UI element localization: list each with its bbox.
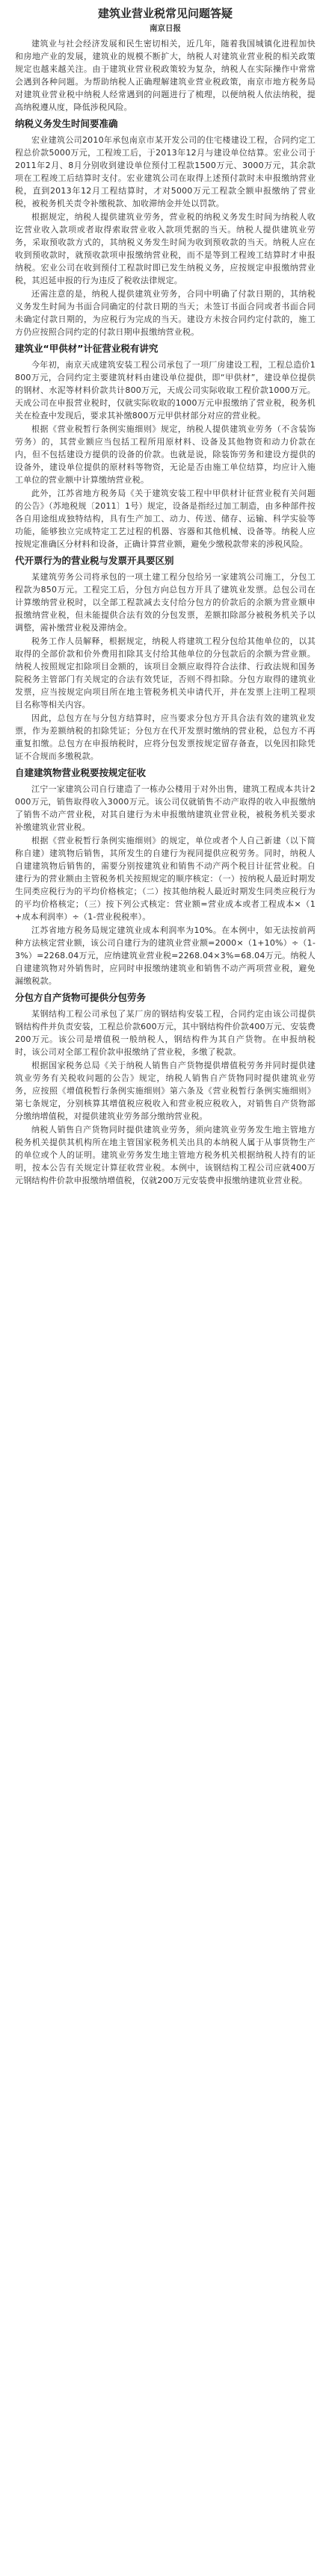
body-paragraph: 江宁一家建筑公司自行建造了一栋办公楼用于对外出售，建筑工程成本共计2000万元，销售取得收入3000万元。该公司仅就销售不动产取得的收入申报缴纳了销售不动产营业税，对其自建行为未申报缴纳建筑业营业税，被税务机关要求补缴建筑业营业税。 (15, 784, 316, 832)
body-paragraph: 税务工作人员解释，根据规定，纳税人将建筑工程分包给其他单位的，以其取得的全部价款和价外费用扣除其支付给其他单位的分包款后的余额为营业额。纳税人按照规定扣除项目金额的，该项目金额应取得符合法律、行政法规和国务院税务主管部门有关规定的合法有效凭证，否则不得扣除。分包方取得的建筑业发票，应当按规定向项目所在地主管税务机关申请代开，并在发票上注明工程项目名称等相关内容。 (15, 636, 316, 710)
body-paragraph: 宏业建筑公司2010年承包南京市某开发公司的住宅楼建设工程，合同约定工程总价款5000万元，工程竣工后，于2013年12月与建设单位结算。宏业公司于2011年2月、8月分别收到建设单位预付工程款1500万元、3000万元，其余款项在工程竣工后结算时支付。宏业建筑公司在取得上述预付款时未申报缴纳营业税，直到2013年12月工程结算时，才对5000万元工程款全额申报缴纳了营业税，被税务机关责令补缴税款、加收滞纳金并处以罚款。 (15, 135, 316, 208)
section-heading: 代开票行为的营业税与发票开具要区别 (15, 555, 174, 566)
section-heading: 分包方自产货物可提供分包劳务 (15, 992, 147, 1003)
section-heading: 纳税义务发生时间要准确 (15, 118, 118, 129)
body-paragraph: 根据《营业税暂行条例实施细则》规定，纳税人提供建筑业劳务（不含装饰劳务）的，其营业额应当包括工程所用原材料、设备及其他物资和动力价款在内，但不包括建设方提供的设备的价款。也就是说，除装饰劳务和建设方提供的设备外，建设单位提供的原材料等物资，无论是否由施工单位结算，均应计入施工单位的营业额中计算缴纳营业税。 (15, 424, 316, 485)
body-paragraph: 此外，江苏省地方税务局《关于建筑安装工程中甲供材计征营业税有关问题的公告》（苏地税规〔2011〕1号）规定，设备是指经过加工制造，由多种部件按各自用途组成独特结构，具有生产加工、动力、传送、储存、运输、科学实验等功能，能够独立完成特定工艺过程的机器、容器和其他机械、设备等。纳税人应按规定准确区分材料和设备，正确计算营业额，避免少缴税款带来的涉税风险。 (15, 488, 316, 549)
body-paragraph: 今年初，南京天成建筑安装工程公司承包了一项厂房建设工程，工程总造价1800万元，合同约定主要建筑材料由建设单位提供，即“甲供材”，建设单位提供的钢材、水泥等材料价款共计800万元，天成公司实际收取工程价款1000万元。天成公司在申报营业税时，仅就实际收取的1000万元申报缴纳了营业税，税务机关在检查中发现后，要求其补缴800万元甲供材部分对应的营业税。 (15, 360, 316, 420)
body-paragraph: 江苏省地方税务局规定建筑业成本利润率为10%。在本例中，如无法按前两种方法核定营业额，该公司自建行为的建筑业营业额=2000×（1+10%）÷（1-3%）=2268.04万元，应纳建筑业营业税=2268.04×3%=68.04万元。纳税人自建建筑物对外销售时，应同时申报缴纳建筑业和销售不动产两项营业税，避免漏缴税款。 (15, 925, 316, 986)
body-paragraph: 某钢结构工程公司承包了某厂房的钢结构安装工程，合同约定由该公司提供钢结构件并负责安装，工程总价款600万元，其中钢结构件价款400万元、安装费200万元。该公司是增值税一般纳税人，钢结构件为其自产货物。在申报纳税时，该公司对全部工程价款申报缴纳了营业税，多缴了税款。 (15, 1009, 316, 1057)
body-paragraph: 根据国家税务总局《关于纳税人销售自产货物提供增值税劳务并同时提供建筑业劳务有关税收问题的公告》规定，纳税人销售自产货物同时提供建筑业劳务，应按照《增值税暂行条例实施细则》第六条及《营业税暂行条例实施细则》第七条规定，分别核算其增值税应税收入和营业税应税收入，对销售自产货物部分缴纳增值税，对提供建筑业劳务部分缴纳营业税。 (15, 1061, 316, 1121)
body-paragraph: 因此，总包方在与分包方结算时，应当要求分包方开具合法有效的建筑业发票，作为差额纳税的扣除凭证；分包方在代开发票时缴纳的营业税，总包方不再重复扣缴。总包方在申报纳税时，应将分包发票按规定留存备查，以免因扣除凭证不合规而多缴税款。 (15, 713, 316, 761)
body-paragraph: 根据规定，纳税人提供建筑业劳务，营业税的纳税义务发生时间为纳税人收讫营业收入款项或者取得索取营业收入款项凭据的当天。纳税人提供建筑业劳务，采取预收款方式的，其纳税义务发生时间为收到预收款的当天。纳税人应在收到预收款时，就预收款项申报缴纳营业税，而不是等到工程竣工结算时才申报纳税。宏业公司在收到预付工程款时即已发生纳税义务，应按规定申报缴纳营业税，其迟延申报的行为违反了税收法律规定。 (15, 212, 316, 285)
article-body (15, 37, 316, 1187)
body-paragraph: 根据《营业税暂行条例实施细则》的规定，单位或者个人自己新建（以下简称自建）建筑物后销售，其所发生的自建行为视同提供应税劳务。同时，纳税人自建建筑物后销售的，需要分别按建筑业和销售不动产两个税目计征营业税。自建行为的营业额由主管税务机关按照规定的顺序核定：（一）按纳税人最近时期发生同类应税行为的平均价格核定；（二）按其他纳税人最近时期发生同类应税行为的平均价格核定；（三）按下列公式核定：营业额=营业成本或者工程成本×（1+成本利润率）÷（1-营业税税率）。 (15, 836, 316, 922)
body-paragraph: 纳税人销售自产货物同时提供建筑业劳务，须向建筑业劳务发生地主管地方税务机关提供其机构所在地主管国家税务机关出具的本纳税人属于从事货物生产的单位或个人的证明。建筑业劳务发生地主管地方税务机关根据纳税人持有的证明，按本公告有关规定计算征收营业税。本例中，该钢结构工程公司应就400万元钢结构件价款申报缴纳增值税，仅就200万元安装费申报缴纳建筑业营业税。 (15, 1125, 316, 1185)
body-paragraph: 建筑业与社会经济发展和民生密切相关，近几年，随着我国城镇化进程加快和房地产业的发展，建筑业的规模不断扩大，纳税人对建筑业营业税的相关政策规定也越来越关注。由于建筑业营业税政策较为复杂，纳税人在实际操作中常常会遇到各种问题。为帮助纳税人正确理解建筑业营业税政策，南京市地方税务局对建筑业营业税中纳税人经常遇到的问题进行了梳理，以便纳税人依法纳税，提高纳税遵从度，降低涉税风险。 (15, 39, 316, 112)
body-paragraph: 某建筑劳务公司将承包的一项土建工程分包给另一家建筑公司施工，分包工程款为850万元。工程完工后，分包方向总包方开具了建筑业发票。总包公司在计算缴纳营业税时，以全部工程款减去支付给分包方的价款后的余额为营业额申报缴纳营业税，但未能提供合法有效的分包发票，差额扣除部分被税务机关予以调整，需补缴营业税及滞纳金。 (15, 572, 316, 633)
article-title: 建筑业营业税常见问题答疑 (97, 7, 233, 20)
article-source: 南京日报 (150, 24, 181, 33)
section-heading: 建筑业“甲供材”计征营业税有讲究 (15, 343, 159, 354)
section-heading: 自建建筑物营业税要按规定征收 (15, 767, 147, 778)
body-paragraph: 还需注意的是，纳税人提供建筑业劳务，合同中明确了付款日期的，其纳税义务发生时间为书面合同确定的付款日期的当天；未签订书面合同或者书面合同未确定付款日期的，为应税行为完成的当天。建设方未按合同约定付款的，施工方仍应按照合同约定的付款日期申报缴纳营业税。 (15, 289, 316, 337)
